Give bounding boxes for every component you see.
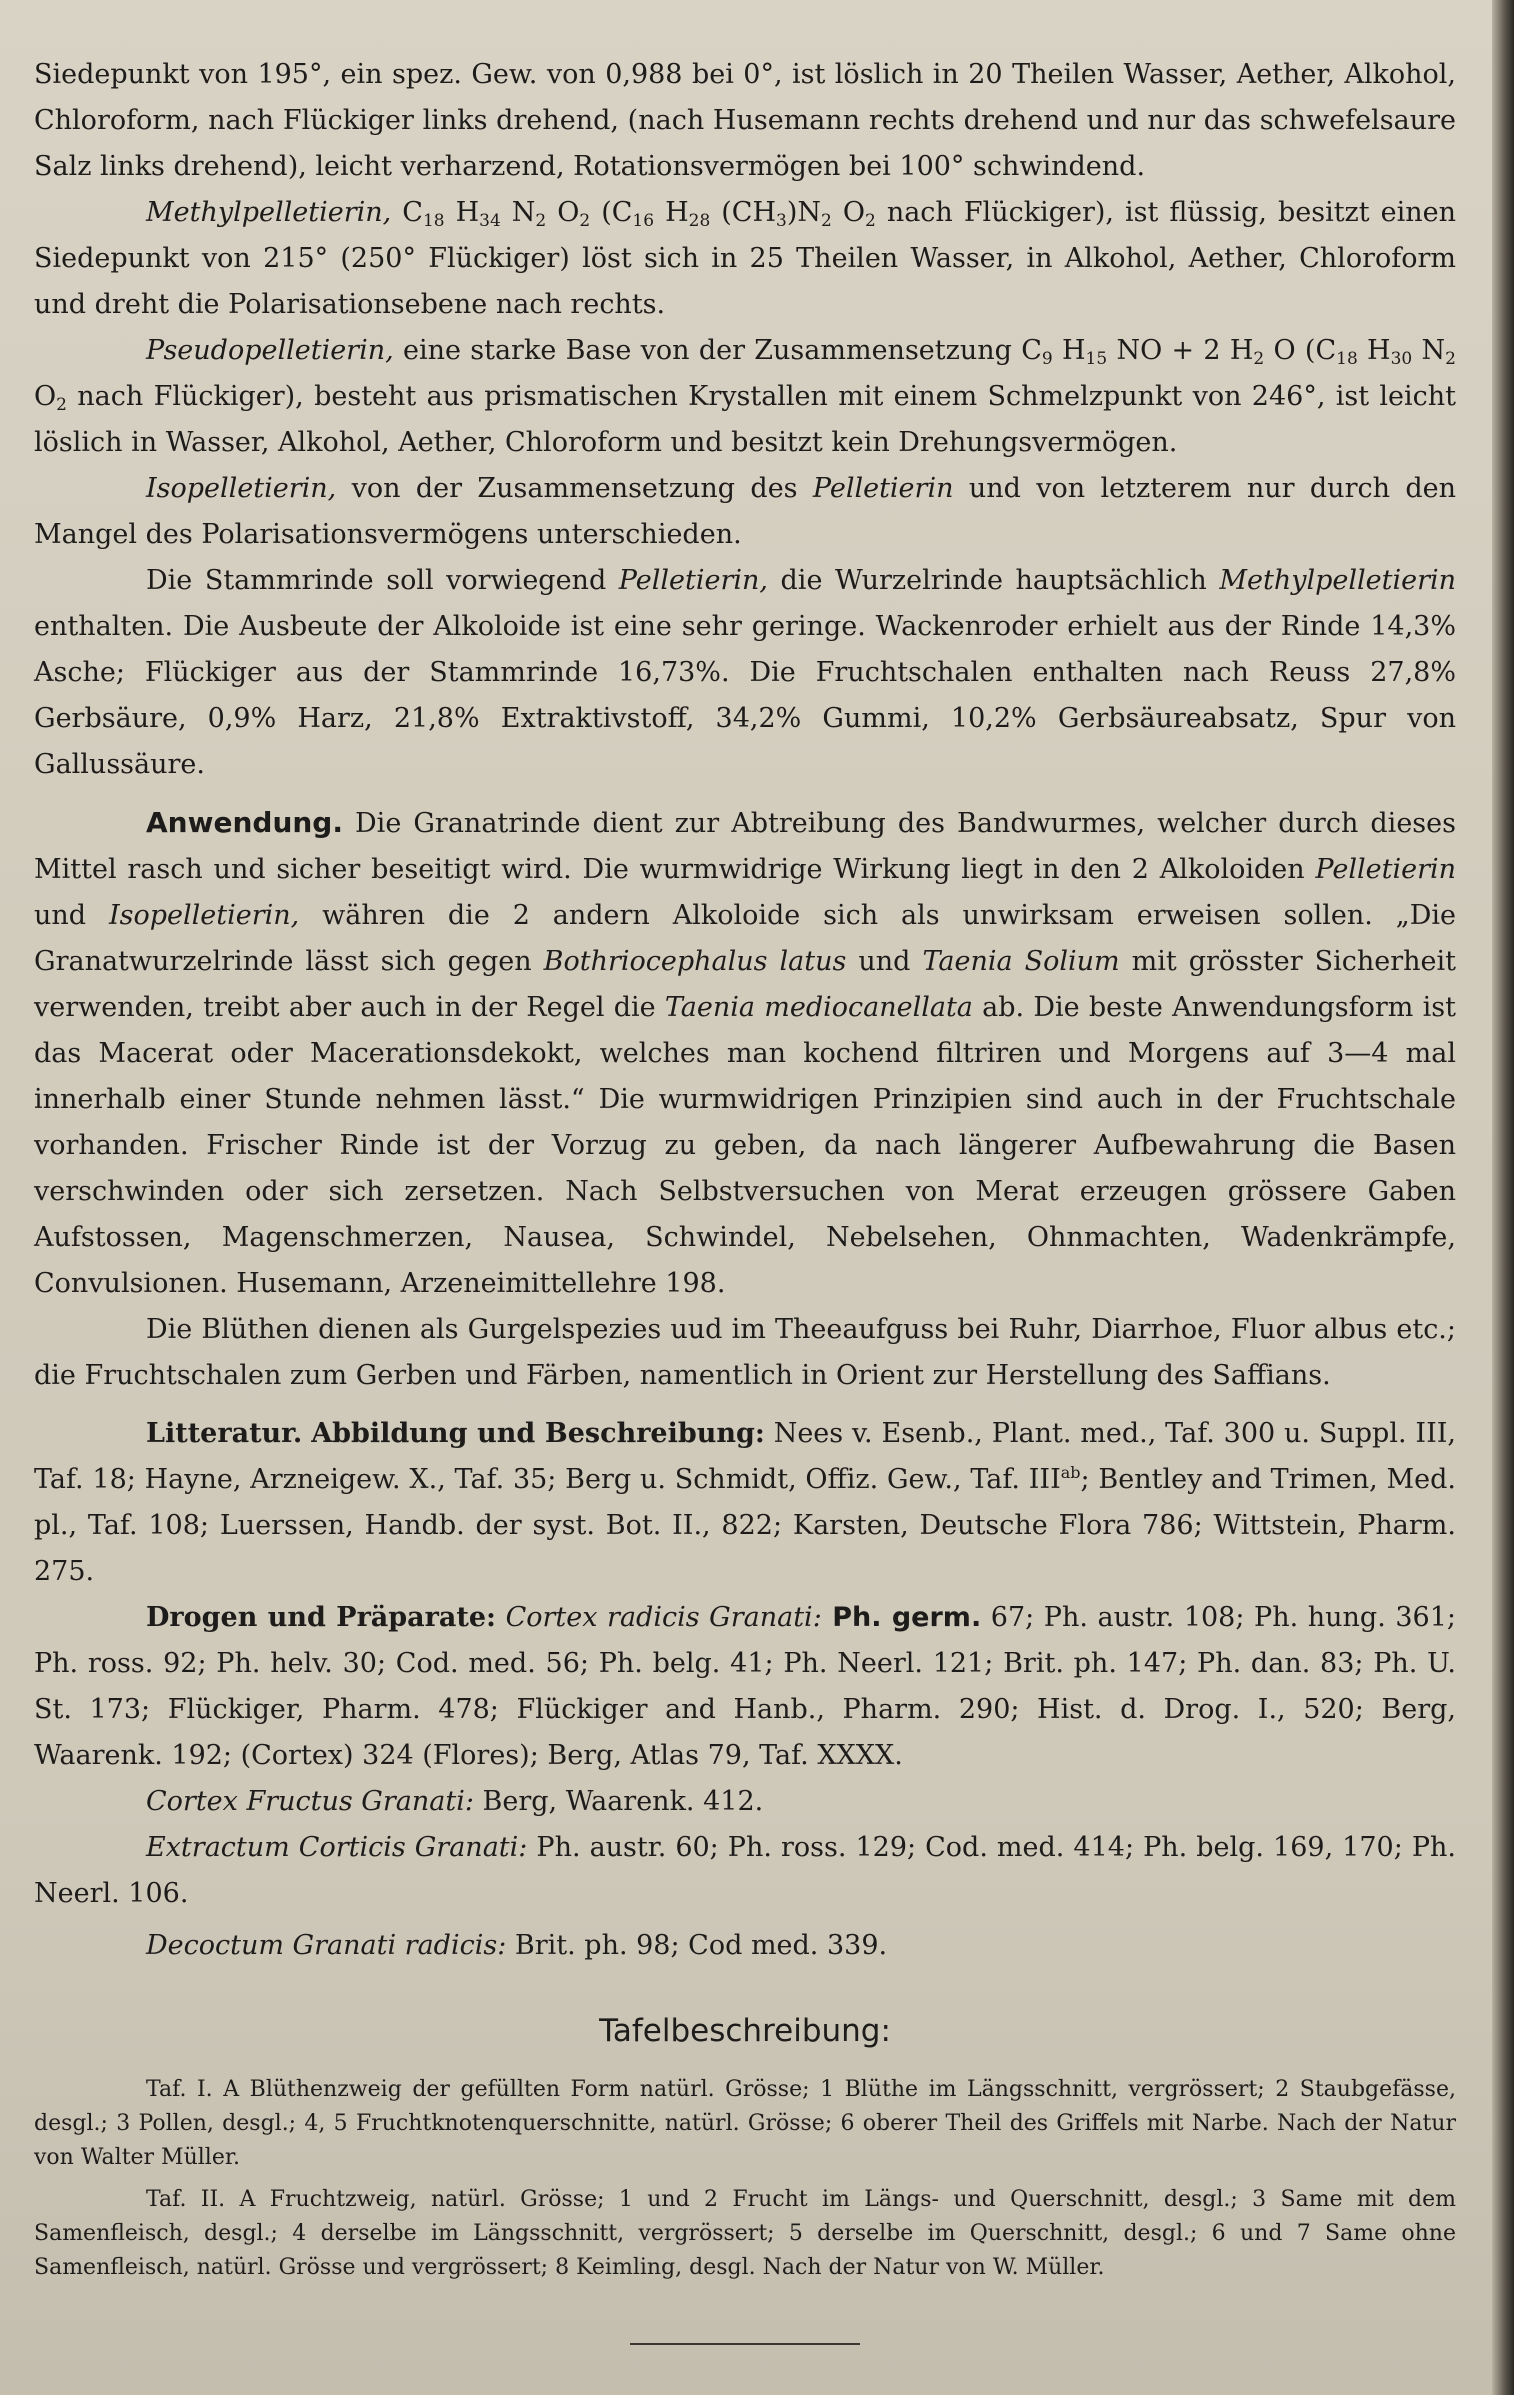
paragraph-text: und bbox=[846, 946, 923, 977]
formula-sub: 2 bbox=[1445, 349, 1456, 369]
paragraph-text: Ph. austr. 60; Ph. ross. 129; Cod. med. 414; Ph. belg. 169, 170; Ph. Neerl. 106. bbox=[34, 1832, 1456, 1909]
formula-part: (C bbox=[590, 197, 633, 228]
heading-drogen: Drogen und Präparate: bbox=[146, 1602, 496, 1633]
heading-abbildung: Abbildung und Beschreibung: bbox=[311, 1418, 765, 1449]
formula-sub: 3 bbox=[776, 211, 787, 231]
paragraph-stammrinde bbox=[34, 558, 1456, 788]
term-extractum: Extractum Corticis Granati: bbox=[146, 1832, 528, 1863]
entry-extractum bbox=[34, 1825, 1456, 1917]
formula-part: O bbox=[34, 381, 57, 412]
paragraph-text: währen die 2 andern Alkoloide sich als unwirksam erweisen sollen. „Die Granatwurzelrinde lässt sich gegen bbox=[34, 900, 1456, 977]
term-pelletierin: Pelletierin bbox=[1315, 854, 1456, 885]
paragraph-text: ab. Die beste Anwendungsform ist das Macerat oder Macerationsdekokt, welches man kochend filtriren und Morgens auf 3—4 mal innerhalb einer Stunde nehmen lässt.“ Die wurmwidrigen Prinzipien sind auch in der Fruchtschale vorhanden. Frischer Rinde ist der Vorzug zu geben, da nach längerer Aufbewahrung die Basen verschwinden oder sich zersetzen. Nach Selbstversuchen von Merat erzeugen grössere Gaben Aufstossen, Magenschmerzen, Nausea, Schwindel, Nebelsehen, Ohnmachten, Wadenkrämpfe, Convulsionen. Husemann, Arzeneimittellehre 198. bbox=[34, 992, 1456, 1299]
formula-sub: 28 bbox=[688, 211, 711, 231]
paragraph-text: und bbox=[34, 900, 109, 931]
heading-anwendung: Anwendung. bbox=[146, 806, 343, 839]
formula-part: N bbox=[500, 197, 536, 228]
paragraph-text: Brit. ph. 98; Cod med. 339. bbox=[506, 1930, 888, 1961]
entry-cortex-fructus bbox=[34, 1779, 1456, 1825]
section-litteratur bbox=[34, 1411, 1456, 1595]
term-cortex-radicis: Cortex radicis Granati: bbox=[505, 1602, 822, 1633]
term-isopelletierin: Isopelletierin, bbox=[108, 900, 300, 931]
formula-part: H bbox=[1052, 335, 1086, 366]
term-isopelletierin: Isopelletierin, bbox=[146, 473, 337, 504]
paragraph-text: enthalten. Die Ausbeute der Alkoloide ist eine sehr geringe. Wackenroder erhielt aus der Rinde 14,3% Asche; Flückiger aus der Stammrinde 16,73%. Die Fruchtschalen enthalten nach Reuss 27,8% Gerbsäure, 0,9% Harz, 21,8% Extraktivstoff, 34,2% Gummi, 10,2% Gerbsäureabsatz, Spur von Gallussäure. bbox=[34, 611, 1456, 780]
formula-sub: 2 bbox=[864, 211, 876, 231]
paragraph-text: von der Zusammensetzung des bbox=[336, 473, 813, 504]
formula-part: C bbox=[402, 197, 423, 228]
term-cortex-fructus: Cortex Fructus Granati: bbox=[146, 1786, 474, 1817]
formula-part: eine starke Base von der Zusammensetzung C bbox=[393, 335, 1042, 366]
formula-part: O (C bbox=[1264, 335, 1337, 366]
paragraph-text: nach Flückiger), besteht aus prismatischen Krystallen mit einem Schmelzpunkt von 246°, ist leicht löslich in Wasser, Alkohol, Aether, Chloroform und besitzt kein Drehungsvermögen. bbox=[34, 381, 1456, 458]
formula-sub: 2 bbox=[579, 211, 591, 231]
term-methylpelletierin: Methylpelletierin, bbox=[146, 197, 392, 228]
term-pelletierin: Pelletierin, bbox=[618, 565, 768, 596]
formula-sub: 16 bbox=[632, 211, 655, 231]
term-bothriocephalus: Bothriocephalus latus bbox=[543, 946, 847, 977]
formula-sub: 18 bbox=[1336, 349, 1358, 369]
term-pelletierin: Pelletierin bbox=[812, 473, 954, 504]
term-taenia-solium: Taenia Solium bbox=[922, 946, 1120, 977]
paragraph-text: Die Stammrinde soll vorwiegend bbox=[146, 565, 619, 596]
tafel-2-description bbox=[34, 2183, 1456, 2285]
paragraph-text: nach Flückiger), ist flüssig, besitzt einen Siedepunkt von 215° (250° Flückiger) löst sich in 25 Theilen Wasser, in Alkohol, Aether, Chloroform und dreht die Polarisationsebene nach rechts. bbox=[34, 197, 1456, 320]
paragraph-text: und von letzterem nur durch den Mangel des Polarisationsvermögens unterschieden. bbox=[34, 473, 1457, 550]
formula-sub: 2 bbox=[56, 395, 67, 415]
formula-part: O bbox=[831, 197, 865, 228]
formula-sub: 15 bbox=[1085, 349, 1108, 369]
paragraph-text: Berg, Waarenk. 412. bbox=[473, 1786, 764, 1817]
paragraph-text: Taf. I. A Blüthenzweig der gefüllten Form natürl. Grösse; 1 Blüthe im Längsschnitt, vergrössert; 2 Staubgefässe, desgl.; 3 Pollen, desgl.; 4, 5 Fruchtknotenquerschnitte, natürl. Grösse; 6 oberer Theil des Griffels mit Narbe. Nach der Natur von Walter Müller. bbox=[34, 2077, 1456, 2170]
ph-germ-label: Ph. germ. bbox=[821, 1602, 982, 1633]
paragraph-text: die Wurzelrinde hauptsächlich bbox=[767, 565, 1220, 596]
formula-sub: 9 bbox=[1041, 349, 1053, 369]
paragraph-text: ; Bentley and Trimen, Med. pl., Taf. 108; Luerssen, Handb. der syst. Bot. II., 822; Karsten, Deutsche Flora 786; Wittstein, Pharm. 275. bbox=[34, 1464, 1457, 1587]
formula-sub: 2 bbox=[535, 211, 547, 231]
formula-part: H bbox=[444, 197, 480, 228]
paragraph-bluethen: Die Blüthen dienen als Gurgelspezies uud im Theeaufguss bei Ruhr, Diarrhoe, Fluor albus etc.; die Fruchtschalen zum Gerben und Färben, namentlich in Orient zur Herstellung des Saffians. bbox=[34, 1314, 1456, 1391]
paragraph-text: Die Granatrinde dient zur Abtreibung des Bandwurmes, welcher durch dieses Mittel rasch und sicher beseitigt wird. Die wurmwidrige Wirkung liegt in den 2 Alkoloiden bbox=[34, 808, 1456, 885]
formula-sub: 2 bbox=[1253, 349, 1265, 369]
term-decoctum: Decoctum Granati radicis: bbox=[146, 1930, 507, 1961]
tafel-1-description bbox=[34, 2073, 1456, 2175]
section-anwendung bbox=[34, 800, 1456, 1307]
formula-part: H bbox=[654, 197, 689, 228]
formula-sub: 18 bbox=[422, 211, 445, 231]
term-taenia-mediocanellata: Taenia mediocanellata bbox=[664, 992, 973, 1023]
formula-sub: 2 bbox=[821, 211, 832, 231]
formula-part: )N bbox=[786, 197, 822, 228]
paragraph-text: mit grösster Sicherheit verwenden, treibt aber auch in der Regel die bbox=[34, 946, 1456, 1023]
paragraph-text: Taf. II. A Fruchtzweig, natürl. Grösse; 1 und 2 Frucht im Längs- und Querschnitt, desgl.; 3 Same mit dem Samenfleisch, desgl.; 4 derselbe im Längsschnitt, vergrössert; 5 derselbe im Querschnitt, desgl.; 6 und 7 Same ohne Samenfleisch, natürl. Grösse und vergrössert; 8 Keimling, desgl. Nach der Natur von W. Müller. bbox=[34, 2187, 1456, 2280]
paragraph-text: Nees v. Esenb., Plant. med., Taf. 300 u. Suppl. III, Taf. 18; Hayne, Arzneigew. X., Taf. 35; Berg u. Schmidt, Offiz. Gew., Taf. III bbox=[34, 1418, 1456, 1495]
term-pseudopelletierin: Pseudopelletierin, bbox=[146, 335, 394, 366]
book-spine-shadow bbox=[1492, 0, 1514, 2395]
paragraph-text: 67; Ph. austr. 108; Ph. hung. 361; Ph. ross. 92; Ph. helv. 30; Cod. med. 56; Ph. belg. 41; Ph. Neerl. 121; Brit. ph. 147; Ph. dan. 83; Ph. U. St. 173; Flückiger, Pharm. 478; Flückiger and Hanb., Pharm. 290; Hist. d. Drog. I., 520; Berg, Waarenk. 192; (Cortex) 324 (Flores); Berg, Atlas 79, Taf. XXXX. bbox=[34, 1602, 1456, 1771]
term-methylpelletierin: Methylpelletierin bbox=[1219, 565, 1457, 596]
section-drogen bbox=[34, 1595, 1456, 1779]
paragraph-isopelletierin bbox=[34, 466, 1456, 558]
superscript: ab bbox=[1060, 1463, 1081, 1482]
formula-part: O bbox=[546, 197, 580, 228]
heading-tafelbeschreibung: Tafelbeschreibung: bbox=[599, 2013, 891, 2049]
paragraph-pseudopelletierin bbox=[34, 328, 1456, 466]
formula-sub: 34 bbox=[479, 211, 501, 231]
formula-part: H bbox=[1357, 335, 1391, 366]
paragraph-methylpelletierin bbox=[34, 190, 1456, 328]
formula-part: NO + 2 H bbox=[1107, 335, 1254, 366]
entry-decoctum bbox=[34, 1923, 1456, 1969]
paragraph-pelletierin-properties: Siedepunkt von 195°, ein spez. Gew. von 0,988 bei 0°, ist löslich in 20 Theilen Wasser, Aether, Alkohol, Chloroform, nach Flückiger links drehend, (nach Husemann rechts drehend und nur das schwefelsaure Salz links drehend), leicht verharzend, Rotationsvermögen bei 100° schwindend. bbox=[34, 59, 1456, 182]
formula-sub: 30 bbox=[1390, 349, 1413, 369]
formula-part: N bbox=[1412, 335, 1446, 366]
closing-rule bbox=[630, 2343, 860, 2345]
formula-part: (CH bbox=[710, 197, 777, 228]
heading-litteratur: Litteratur. bbox=[146, 1418, 303, 1449]
